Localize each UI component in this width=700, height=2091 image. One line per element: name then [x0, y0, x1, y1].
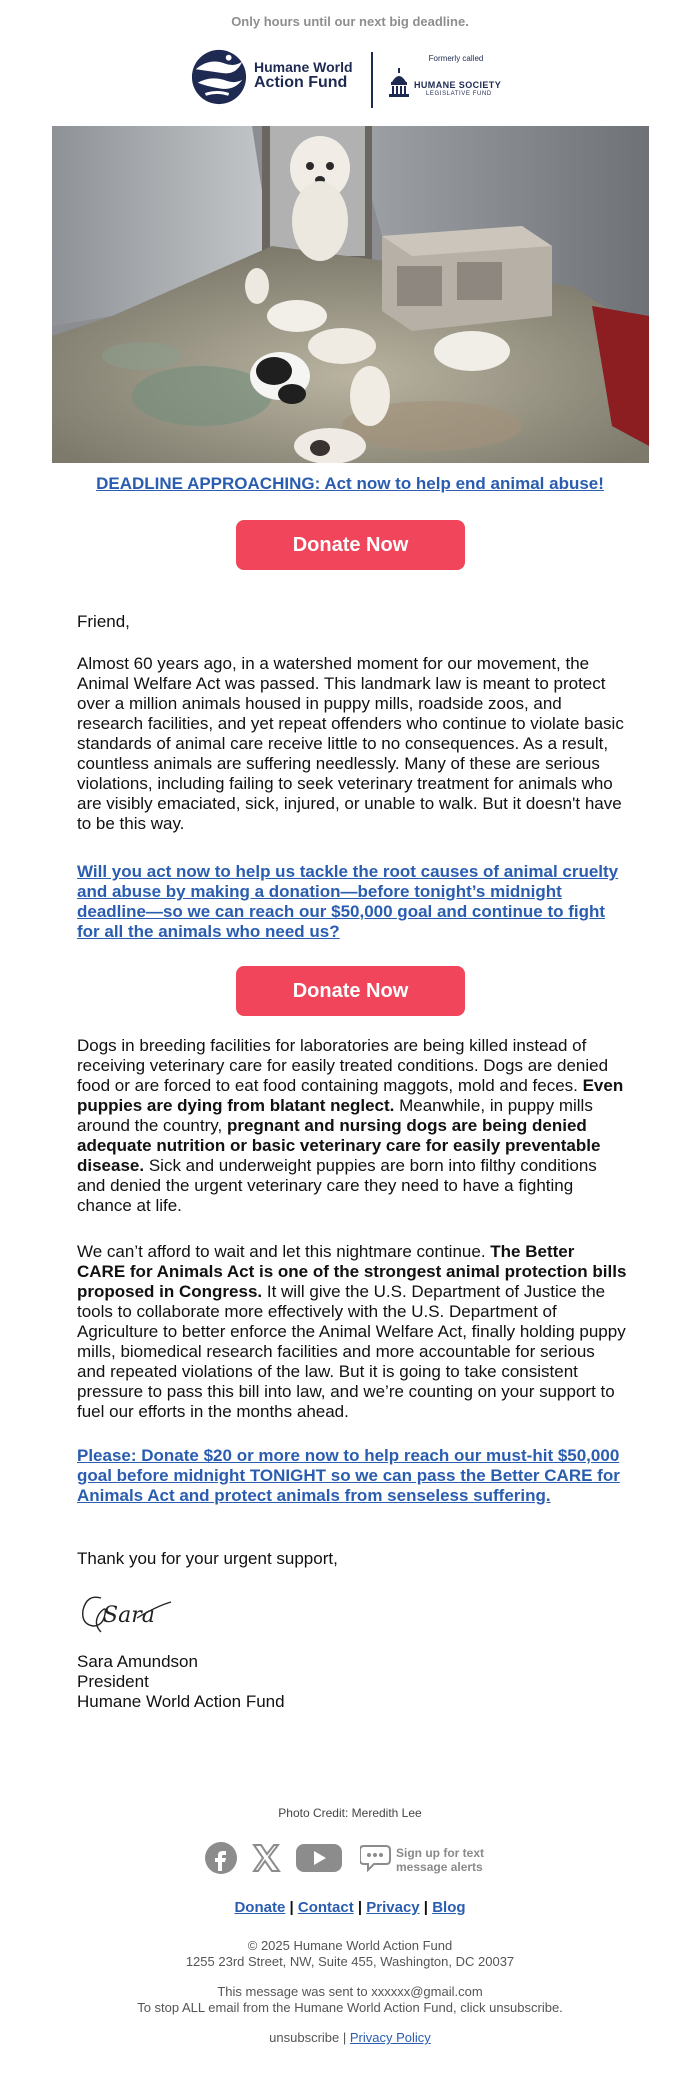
- unsubscribe-link[interactable]: unsubscribe: [269, 2030, 340, 2045]
- formerly-called-label: Formerly called: [428, 54, 484, 63]
- signature-image: [77, 1584, 177, 1638]
- footer-separator: |: [353, 1899, 367, 1916]
- logo-row[interactable]: [0, 44, 700, 112]
- sent-to-notice: This message was sent to xxxxxx@gmail.com: [217, 1984, 483, 1999]
- stop-email-notice: To stop ALL email from the Humane World Action Fund, click unsubscribe.: [137, 2000, 563, 2015]
- footer-link-privacy[interactable]: Privacy: [366, 1899, 420, 1916]
- x-twitter-icon[interactable]: [250, 1842, 282, 1874]
- donate-button-middle[interactable]: Donate Now: [236, 966, 465, 1016]
- donate-button-top[interactable]: Donate Now: [236, 520, 465, 570]
- photo-credit: Photo Credit: Meredith Lee: [278, 1806, 422, 1820]
- paragraph-neglect: [77, 1036, 627, 1216]
- footer-separator: |: [419, 1899, 433, 1916]
- humane-world-globe-icon: [190, 48, 248, 106]
- signature-text: Sara: [103, 1603, 155, 1628]
- unsubscribe-row: [0, 2030, 700, 2045]
- deadline-headline-link[interactable]: DEADLINE APPROACHING: Act now to help end animal abuse!: [96, 474, 604, 493]
- puppy-mill-photo: [52, 126, 649, 463]
- paragraph-better-care: [77, 1242, 627, 1422]
- text-message-alerts-icon[interactable]: [360, 1842, 394, 1874]
- sms-signup-line2: message alerts: [396, 1860, 483, 1874]
- footer-link-blog[interactable]: Blog: [432, 1899, 466, 1916]
- footer-link-contact[interactable]: Contact: [297, 1899, 354, 1916]
- privacy-policy-link[interactable]: Privacy Policy: [349, 2030, 431, 2045]
- hsus-subtitle: LEGISLATIVE FUND: [426, 91, 492, 97]
- signer-org: Humane World Action Fund: [77, 1692, 285, 1711]
- hero-image[interactable]: [52, 126, 649, 463]
- footer-separator: |: [285, 1899, 298, 1916]
- thank-you-line: Thank you for your urgent support,: [77, 1549, 338, 1568]
- facebook-icon[interactable]: [205, 1842, 237, 1874]
- paragraph-neglect-bold-2: pregnant and nursing dogs are being denied adequate nutrition or basic veterinary care for easily preventable disease.: [77, 1116, 601, 1175]
- sms-signup-text[interactable]: [396, 1846, 484, 1874]
- hsus-name: HUMANE SOCIETY: [414, 80, 502, 90]
- paragraph-better-care-part-c: It will give the U.S. Department of Justice the tools to collaborate more effectively with the U.S. Department of Agriculture to better enforce the Animal Welfare Act, finally holding puppy mills, biomedical research facilities and more accountable for serious and repeated violations of the law. But it is going to take consistent pressure to pass this bill into law, and we’re counting on your support to fuel our efforts in the months ahead.: [77, 1282, 626, 1421]
- paragraph-better-care-part-a: We can’t afford to wait and let this nightmare continue.: [77, 1242, 491, 1261]
- hwaf-name-line1: Humane World: [254, 59, 353, 75]
- sms-signup-line1: Sign up for text: [396, 1846, 484, 1860]
- paragraph-better-care-bold: The Better CARE for Animals Act is one of the strongest animal protection bills proposed in Congress.: [77, 1242, 627, 1301]
- youtube-icon[interactable]: [296, 1842, 342, 1874]
- footer-separator: |: [339, 2030, 350, 2045]
- copyright: © 2025 Humane World Action Fund: [247, 1938, 453, 1953]
- footer-link-donate[interactable]: Donate: [234, 1899, 286, 1916]
- logo-divider: [371, 52, 373, 108]
- paragraph-neglect-part-e: Sick and underweight puppies are born into filthy conditions and denied the urgent veterinary care they need to have a fighting chance at life.: [77, 1156, 597, 1215]
- greeting: Friend,: [77, 612, 130, 631]
- paragraph-neglect-part-c: Meanwhile, in puppy mills around the country,: [77, 1096, 593, 1135]
- hsus-logo: [386, 54, 506, 97]
- cta-link-1[interactable]: Will you act now to help us tackle the root causes of animal cruelty and abuse by making a donation—before tonight’s midnight deadline—so we can reach our $50,000 goal and continue to fight for all the animals who need us?: [77, 862, 619, 941]
- signer-name: Sara Amundson: [77, 1652, 198, 1671]
- hwaf-name-line2: Action Fund: [254, 74, 348, 91]
- capitol-dome-icon: [388, 68, 410, 98]
- preheader-text: Only hours until our next big deadline.: [231, 14, 469, 29]
- cta-link-2[interactable]: Please: Donate $20 or more now to help reach our must-hit $50,000 goal before midnight TONIGHT so we can pass the Better CARE for Animals Act and protect animals from senseless suffering.: [77, 1446, 620, 1505]
- signer-title: President: [77, 1672, 149, 1691]
- footer-nav: [0, 1899, 700, 1916]
- social-icons-row: [0, 1838, 700, 1878]
- hwaf-wordmark: [254, 60, 353, 90]
- paragraph-neglect-bold-1: Even puppies are dying from blatant neglect.: [77, 1076, 624, 1115]
- paragraph-neglect-part-a: Dogs in breeding facilities for laboratories are being killed instead of receiving veterinary care for easily treated conditions. Dogs are denied food or are forced to eat food containing maggots, mold and feces.: [77, 1036, 609, 1095]
- paragraph-intro: Almost 60 years ago, in a watershed moment for our movement, the Animal Welfare Act was passed. This landmark law is meant to protect over a million animals housed in puppy mills, roadside zoos, and research facilities, and yet repeat offenders who continue to violate basic standards of animal care receive little to no consequences. As a result, countless animals are suffering needlessly. Many of these are serious violations, including failing to seek veterinary treatment for animals who are visibly emaciated, sick, injured, or unable to walk. But it doesn't have to be this way.: [77, 654, 624, 833]
- mailing-address: 1255 23rd Street, NW, Suite 455, Washington, DC 20037: [185, 1954, 515, 1969]
